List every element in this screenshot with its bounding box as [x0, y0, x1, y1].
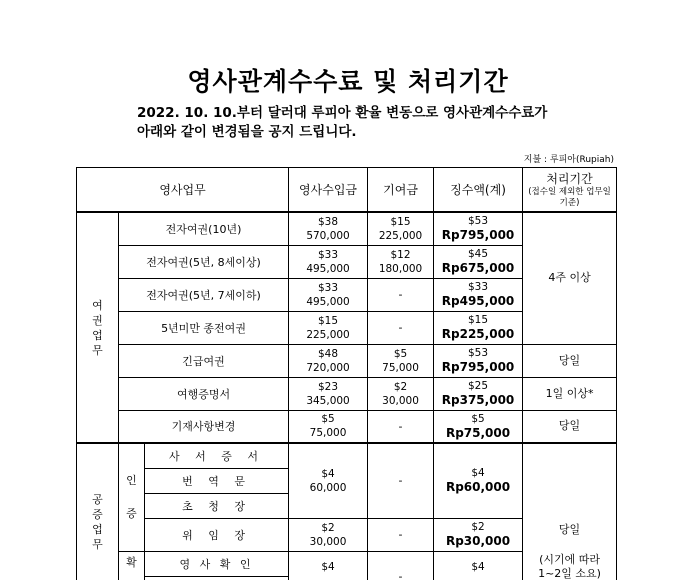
service-name: 초 청 장: [145, 493, 289, 518]
fee-usd: $38: [318, 215, 339, 228]
page-title: 영사관계수수료 및 처리기간: [187, 67, 509, 96]
service-name: 전자여권(5년, 7세이하): [119, 278, 289, 311]
total-usd: $2: [471, 521, 485, 533]
table-row: [77, 443, 617, 468]
total-usd: $4: [471, 467, 485, 480]
header-donation: 기여금: [368, 168, 434, 213]
table-row: [77, 377, 617, 410]
header-total: 징수액(계): [434, 168, 523, 213]
donation-cell: -: [368, 518, 434, 551]
service-name: 사 서 증 서: [145, 443, 289, 468]
fee-cell: [289, 278, 368, 311]
donation-cell: [368, 212, 434, 245]
fee-usd: $33: [318, 248, 339, 261]
category-char: 공: [92, 493, 103, 507]
total-idr: Rp375,000: [441, 393, 515, 407]
subcategory-certification: [119, 443, 145, 551]
total-cell: [434, 518, 523, 551]
total-usd: $33: [468, 281, 489, 293]
total-cell: [434, 212, 523, 245]
category-passport: [77, 212, 119, 443]
fee-idr: 60,000: [309, 481, 347, 494]
category-char: 권: [92, 313, 103, 327]
total-idr: Rp795,000: [441, 228, 515, 243]
total-idr: Rp60,000: [445, 480, 511, 495]
fee-cell: [289, 377, 368, 410]
fee-cell: [289, 443, 368, 518]
donation-idr: 180,000: [378, 262, 423, 275]
donation-cell: -: [368, 311, 434, 344]
donation-cell: [368, 245, 434, 278]
table-row: [77, 410, 617, 443]
fee-usd: $4: [321, 467, 335, 480]
total-cell: [434, 443, 523, 518]
category-char: 여: [92, 298, 103, 312]
fee-usd: $4: [321, 560, 335, 573]
total-usd: $45: [468, 248, 489, 260]
fee-cell: [289, 344, 368, 377]
total-usd: $5: [471, 412, 485, 425]
fee-table: [76, 167, 617, 580]
donation-cell: -: [368, 443, 434, 518]
header-processing-sub: (접수일 제외한 업무일 기준): [528, 186, 611, 208]
fee-cell: [289, 518, 368, 551]
header-processing-label: 처리기간: [546, 171, 593, 186]
fee-usd: $48: [318, 347, 339, 360]
notice-line-2: 아래와 같이 변경됨을 공지 드립니다.: [137, 124, 357, 140]
total-idr: Rp795,000: [441, 360, 515, 374]
header-processing: [523, 168, 617, 213]
total-cell: [434, 344, 523, 377]
fee-cell: [289, 311, 368, 344]
table-row: [77, 212, 617, 245]
total-cell: [434, 311, 523, 344]
processing-note: 1~2일 소요): [538, 567, 601, 580]
total-cell: [434, 551, 523, 580]
subcategory-confirmation: [119, 551, 145, 580]
table-header-row: [77, 168, 617, 213]
service-name: 번 역 문: [145, 468, 289, 493]
notice-line-1: 2022. 10. 10.부터 달러대 루피아 환율 변동으로 영사관계수수료가: [137, 105, 548, 121]
service-name: 위 임 장: [145, 518, 289, 551]
fee-usd: $15: [318, 314, 339, 327]
total-usd: $53: [468, 215, 489, 228]
total-usd: $53: [468, 347, 489, 359]
category-char: 증: [92, 508, 103, 522]
processing-cell: 당일: [523, 410, 617, 443]
service-name-cut-off: [145, 576, 289, 580]
total-cell: [434, 410, 523, 443]
fee-idr: 225,000: [306, 328, 350, 341]
service-name: 긴급여권: [119, 344, 289, 377]
donation-cell: [368, 377, 434, 410]
total-usd: $15: [468, 314, 489, 326]
processing-cell: 당일: [523, 344, 617, 377]
fee-usd: $5: [321, 413, 335, 426]
fee-cell: [289, 212, 368, 245]
subcategory-char: 증: [126, 507, 137, 521]
total-cell: [434, 278, 523, 311]
total-usd: $25: [468, 380, 489, 392]
subcategory-char: 확: [126, 555, 137, 569]
table-row: [77, 344, 617, 377]
donation-usd: $2: [393, 380, 408, 393]
processing-cell: 1일 이상*: [523, 377, 617, 410]
service-name: 5년미만 종전여권: [119, 311, 289, 344]
fee-idr: 495,000: [306, 262, 350, 275]
fee-cell: [289, 410, 368, 443]
donation-cell: -: [368, 551, 434, 580]
total-idr: Rp495,000: [441, 294, 515, 308]
fee-idr: 75,000: [309, 427, 347, 440]
fee-usd: $23: [318, 380, 339, 393]
fee-idr: 345,000: [306, 394, 350, 407]
fee-idr: 720,000: [306, 361, 350, 374]
donation-cell: -: [368, 278, 434, 311]
service-name: 전자여권(10년): [119, 212, 289, 245]
donation-idr: 30,000: [382, 394, 419, 407]
total-cell: [434, 377, 523, 410]
header-service: 영사업무: [77, 168, 289, 213]
service-name: 여행증명서: [119, 377, 289, 410]
total-usd: $4: [471, 560, 485, 573]
total-idr: Rp75,000: [445, 425, 511, 440]
processing-note: (시기에 따라: [539, 553, 600, 567]
fee-idr: 495,000: [306, 295, 350, 308]
category-char: 무: [92, 343, 103, 357]
notice-text: [137, 104, 657, 142]
category-char: 업: [92, 328, 103, 342]
processing-cell: [523, 443, 617, 580]
category-char: 무: [92, 538, 103, 552]
donation-usd: $15: [390, 215, 411, 228]
fee-cell: [289, 245, 368, 278]
total-idr: Rp225,000: [441, 327, 515, 341]
total-idr: Rp675,000: [441, 261, 515, 275]
header-fee: 영사수입금: [289, 168, 368, 213]
service-name: 전자여권(5년, 8세이상): [119, 245, 289, 278]
category-char: 업: [92, 523, 103, 537]
fee-usd: $2: [321, 521, 335, 534]
fee-idr: 30,000: [309, 535, 347, 548]
donation-usd: $5: [393, 347, 408, 360]
donation-cell: -: [368, 410, 434, 443]
total-idr: Rp30,000: [445, 534, 511, 548]
processing-same-day: 당일: [558, 523, 581, 537]
total-cell: [434, 245, 523, 278]
fee-idr: 570,000: [306, 229, 350, 242]
donation-usd: $12: [390, 248, 411, 261]
subcategory-char: 인: [126, 474, 137, 488]
donation-idr: 75,000: [382, 361, 419, 374]
donation-idr: 225,000: [378, 229, 423, 242]
fee-cell: [289, 551, 368, 580]
category-notary: [77, 443, 119, 580]
fee-usd: $33: [318, 281, 339, 294]
donation-cell: [368, 344, 434, 377]
service-name: 영 사 확 인: [145, 551, 289, 576]
payment-unit-note: 지불 : 루피아(Rupiah): [523, 155, 614, 165]
processing-cell: 4주 이상: [523, 212, 617, 344]
service-name: 기재사항변경: [119, 410, 289, 443]
